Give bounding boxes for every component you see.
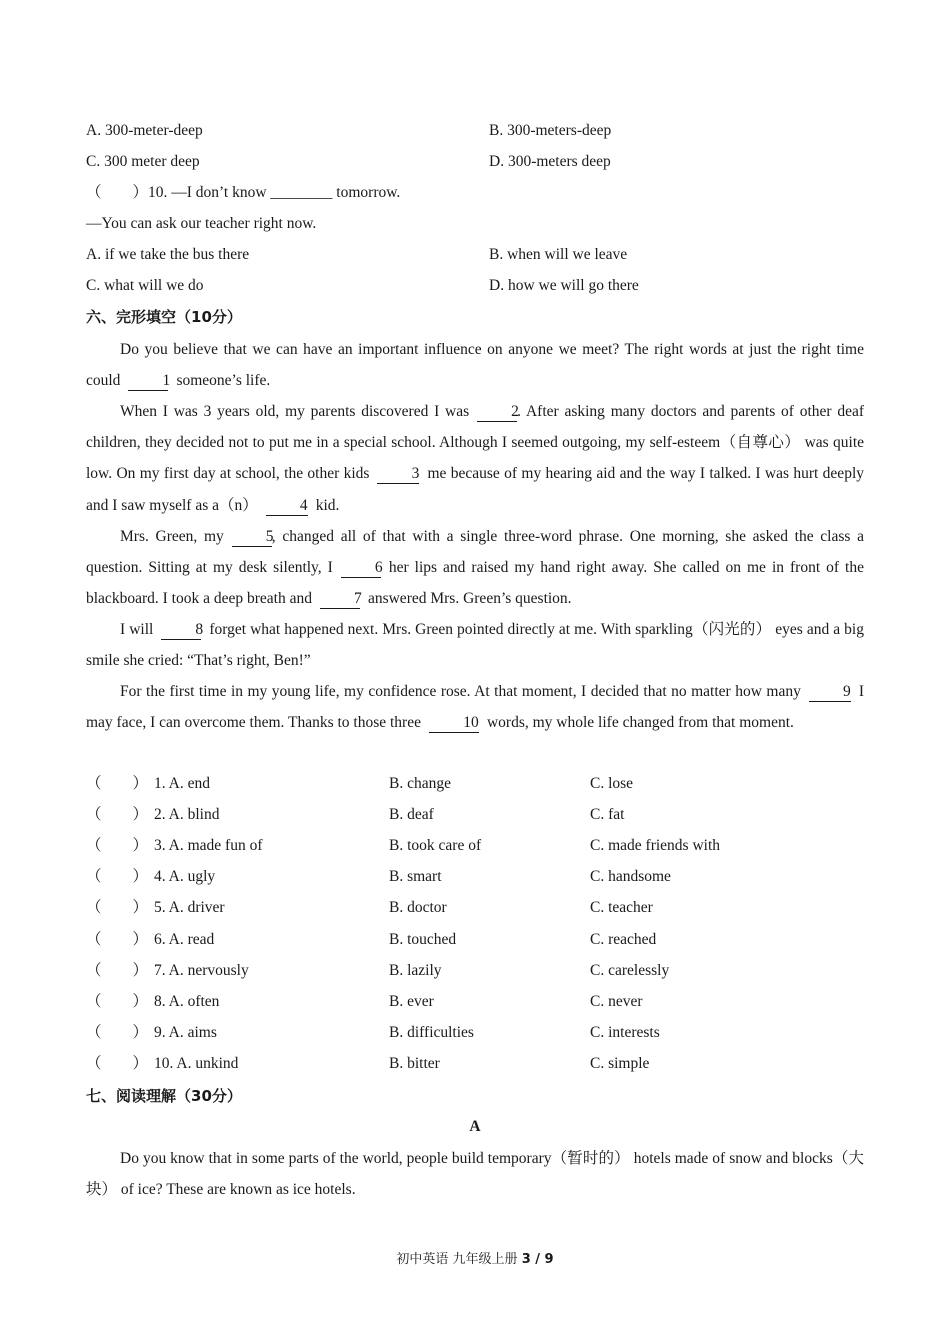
cloze-paragraph-2 xyxy=(86,396,864,521)
q9-option-c: C. 300 meter deep xyxy=(86,153,200,170)
text: words, my whole life changed from that moment. xyxy=(486,714,794,732)
answer-paren: （ ） xyxy=(86,961,149,979)
q10-stem: 10. —I don’t know ________ tomorrow. xyxy=(148,184,401,201)
section-7-title: 七、阅读理解（30分） xyxy=(86,1087,242,1105)
text: For the first time in my young life, my confidence rose. At that moment, I decided that no matter how many xyxy=(120,683,801,700)
option-c: C. never xyxy=(590,992,643,1010)
q10-option-b: B. when will we leave xyxy=(489,246,628,263)
text: Do you believe that we can have an important influence on anyone we meet? The right words at just the right time could xyxy=(86,341,864,390)
answer-paren: （ ） xyxy=(86,930,149,948)
option-c: C. interests xyxy=(590,1023,660,1041)
option-b: B. bitter xyxy=(389,1054,440,1072)
option-b: B. ever xyxy=(389,992,434,1010)
footer-subject: 初中英语 九年级上册 xyxy=(396,1252,518,1267)
q10-stem-line xyxy=(86,183,400,203)
q9-option-d: D. 300-meters deep xyxy=(489,153,611,170)
option-b: B. difficulties xyxy=(389,1023,474,1041)
option-a: 7. A. nervously xyxy=(154,961,249,979)
option-b: B. touched xyxy=(389,930,457,948)
answer-paren: （ ） xyxy=(86,992,149,1010)
option-b: B. change xyxy=(389,775,451,792)
reading-paragraph-1: Do you know that in some parts of the world, people build temporary（暂时的） hotels made of snow and blocks（大块） of ice? These are known as ice hotels. xyxy=(86,1150,864,1199)
answer-paren: （ ） xyxy=(86,1054,149,1072)
text: , changed all of that with a single three-word phrase. One morning, she asked the class a question. Sitting at my desk silently, I xyxy=(86,528,864,577)
answer-paren: （ ） xyxy=(86,806,149,824)
text: I will xyxy=(120,621,154,638)
option-b: B. smart xyxy=(389,868,442,886)
page-footer xyxy=(0,1248,950,1267)
option-b: B. doctor xyxy=(389,899,447,917)
text: me because of my hearing aid and the way I talked. I was hurt deeply and I saw myself as a（n） xyxy=(86,465,864,514)
cloze-blank: 3 xyxy=(377,465,419,484)
option-b: B. deaf xyxy=(389,806,434,824)
option-c: C. teacher xyxy=(590,899,653,917)
option-c: C. made friends with xyxy=(590,837,721,855)
answer-paren: （ ） xyxy=(86,775,149,792)
section-6-title: 六、完形填空（10分） xyxy=(86,308,242,326)
q10-reply: —You can ask our teacher right now. xyxy=(86,215,317,232)
cloze-blank: 7 xyxy=(320,590,360,609)
answer-paren: （ ） xyxy=(86,184,149,201)
text: her lips and raised my hand right away. She called on me in front of the blackboard. I took a deep breath and xyxy=(86,559,864,608)
answer-paren: （ ） xyxy=(86,1023,149,1041)
cloze-blank: 5 xyxy=(232,528,272,547)
cloze-paragraph-5 xyxy=(86,676,864,738)
option-c: C. fat xyxy=(590,806,625,824)
cloze-blank: 8 xyxy=(161,621,201,640)
option-a: 9. A. aims xyxy=(154,1023,217,1041)
cloze-blank: 9 xyxy=(809,683,851,702)
text: I may face, I can overcome them. Thanks to those three xyxy=(86,683,864,732)
cloze-blank: 1 xyxy=(128,372,168,391)
text: kid. xyxy=(315,496,340,514)
option-a: 3. A. made fun of xyxy=(154,837,263,855)
option-a: 2. A. blind xyxy=(154,806,220,824)
option-a: 4. A. ugly xyxy=(154,868,216,886)
option-a: 5. A. driver xyxy=(154,899,225,917)
cloze-paragraph-3 xyxy=(86,521,864,615)
option-c: C. lose xyxy=(590,775,634,792)
answer-paren: （ ） xyxy=(86,837,149,855)
option-c: C. handsome xyxy=(590,868,671,886)
option-b: B. lazily xyxy=(389,961,442,979)
q10-option-d: D. how we will go there xyxy=(489,277,639,294)
option-c: C. carelessly xyxy=(590,961,670,979)
option-b: B. took care of xyxy=(389,837,482,855)
cloze-paragraph-1 xyxy=(86,334,864,396)
cloze-paragraph-4 xyxy=(86,614,864,676)
cloze-blank: 6 xyxy=(341,559,381,578)
q9-option-b: B. 300-meters-deep xyxy=(489,122,612,139)
option-c: C. reached xyxy=(590,930,657,948)
option-c: C. simple xyxy=(590,1054,650,1072)
cloze-blank: 4 xyxy=(266,497,308,516)
text: When I was 3 years old, my parents discovered I was xyxy=(120,403,470,420)
cloze-blank: 10 xyxy=(429,714,479,733)
text: answered Mrs. Green’s question. xyxy=(367,590,572,608)
q9-option-a: A. 300-meter-deep xyxy=(86,122,203,139)
answer-paren: （ ） xyxy=(86,868,149,886)
q10-option-c: C. what will we do xyxy=(86,277,204,294)
page-number: 3 / 9 xyxy=(521,1252,554,1267)
passage-label: A xyxy=(469,1118,481,1135)
option-a: 8. A. often xyxy=(154,992,220,1010)
cloze-blank: 2 xyxy=(477,403,517,422)
text: forget what happened next. Mrs. Green pointed directly at me. With sparkling（闪光的） eyes and a big smile she cried: “That’s right, Ben!” xyxy=(86,621,864,670)
answer-paren: （ ） xyxy=(86,899,149,917)
text: someone’s life. xyxy=(176,372,271,390)
q10-option-a: A. if we take the bus there xyxy=(86,246,250,263)
text: . After asking many doctors and parents of other deaf children, they decided not to put me in a special school. Although I seemed outgoing, my self-esteem（自尊心） was quite low. On my first day at school, the other kids xyxy=(86,403,864,483)
option-a: 6. A. read xyxy=(154,930,215,948)
option-a: 10. A. unkind xyxy=(154,1054,239,1072)
option-a: 1. A. end xyxy=(154,775,210,792)
text: Mrs. Green, my xyxy=(120,528,224,545)
